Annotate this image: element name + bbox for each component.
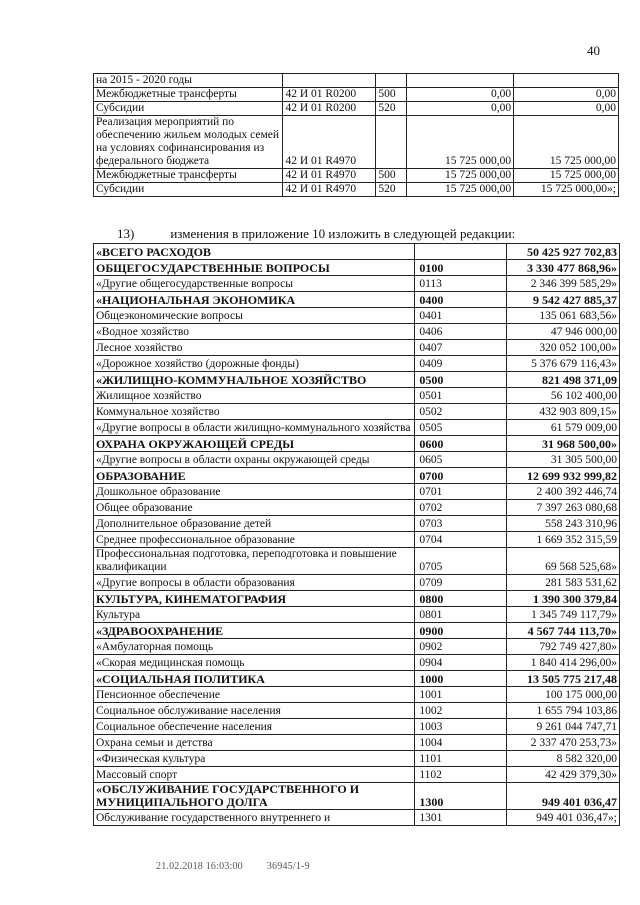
row-name: «Другие вопросы в области образования xyxy=(94,575,415,591)
row-name: «Дорожное хозяйство (дорожные фонды) xyxy=(94,356,415,372)
row-code: 0502 xyxy=(415,404,507,420)
section-row xyxy=(94,783,620,810)
section-row xyxy=(94,623,620,639)
row-name: «ВСЕГО РАСХОДОВ xyxy=(94,244,415,260)
table-row xyxy=(94,404,620,420)
expenses-table xyxy=(93,243,620,826)
section-row xyxy=(94,372,620,388)
section-row xyxy=(94,436,620,452)
row-name: «Водное хозяйство xyxy=(94,324,415,340)
row-code: 0500 xyxy=(415,372,507,388)
row-code: 1300 xyxy=(415,783,507,810)
table-row xyxy=(94,810,620,826)
row-amount: 4 567 744 113,70» xyxy=(507,623,620,639)
row-code: 0605 xyxy=(415,452,507,468)
row-vr: 500 xyxy=(376,169,407,183)
row-name: «Другие вопросы в области жилищно-коммунального хозяйства xyxy=(94,420,415,436)
row-amount: 1 390 300 379,84 xyxy=(507,591,620,607)
table-row xyxy=(94,516,620,532)
table-row xyxy=(94,655,620,671)
row-amount: 61 579 009,00 xyxy=(507,420,620,436)
row-code: 1001 xyxy=(415,687,507,703)
row-amount: 1 345 749 117,79» xyxy=(507,607,620,623)
row-amount: 31 305 500,00 xyxy=(507,452,620,468)
amendment-heading xyxy=(117,226,515,242)
amendment-text: изменения в приложение 10 изложить в следующей редакции: xyxy=(170,226,516,241)
row-name: Коммунальное хозяйство xyxy=(94,404,415,420)
row-name: Субсидии xyxy=(94,102,283,116)
row-code: 1102 xyxy=(415,767,507,783)
row-code: 0703 xyxy=(415,516,507,532)
table-row xyxy=(94,276,620,292)
row-code: 1301 xyxy=(415,810,507,826)
section-row xyxy=(94,591,620,607)
row-name: Лесное хозяйство xyxy=(94,340,415,356)
row-amount: 320 052 100,00» xyxy=(507,340,620,356)
row-code: 1003 xyxy=(415,719,507,735)
section-row xyxy=(94,244,620,260)
row-name: Социальное обеспечение населения xyxy=(94,719,415,735)
row-name: Субсидии xyxy=(94,183,283,197)
row-amount: 2 346 399 585,29» xyxy=(507,276,620,292)
row-amount: 1 840 414 296,00» xyxy=(507,655,620,671)
row-csr: 42 И 01 R0200 xyxy=(283,102,376,116)
table-row xyxy=(94,703,620,719)
amendment-number: 13) xyxy=(117,226,135,241)
row-sum-1: 15 725 000,00 xyxy=(407,169,514,183)
row-sum-2 xyxy=(514,74,619,88)
table-row xyxy=(94,452,620,468)
table-row xyxy=(94,116,619,169)
row-name: «СОЦИАЛЬНАЯ ПОЛИТИКА xyxy=(94,671,415,687)
row-code: 0100 xyxy=(415,260,507,276)
section-row xyxy=(94,292,620,308)
row-code: 1101 xyxy=(415,751,507,767)
row-name: «НАЦИОНАЛЬНАЯ ЭКОНОМИКА xyxy=(94,292,415,308)
row-name: Социальное обслуживание населения xyxy=(94,703,415,719)
row-vr xyxy=(376,116,407,169)
table-row xyxy=(94,74,619,88)
row-amount: 949 401 036,47 xyxy=(507,783,620,810)
row-name: Общее образование xyxy=(94,500,415,516)
row-amount: 9 261 044 747,71 xyxy=(507,719,620,735)
row-name: «Амбулаторная помощь xyxy=(94,639,415,655)
table-row xyxy=(94,575,620,591)
row-code: 0704 xyxy=(415,532,507,548)
row-amount: 2 337 470 253,73» xyxy=(507,735,620,751)
row-code: 0709 xyxy=(415,575,507,591)
row-amount: 8 582 320,00 xyxy=(507,751,620,767)
table-row xyxy=(94,183,619,197)
row-amount: 13 505 775 217,48 xyxy=(507,671,620,687)
row-name: ОБЩЕГОСУДАРСТВЕННЫЕ ВОПРОСЫ xyxy=(94,260,415,276)
row-amount: 50 425 927 702,83 xyxy=(507,244,620,260)
row-code: 0501 xyxy=(415,388,507,404)
row-amount: 47 946 000,00 xyxy=(507,324,620,340)
row-vr: 500 xyxy=(376,88,407,102)
footer-timestamp: 21.02.2018 16:03:00 xyxy=(156,861,243,872)
row-name: Межбюджетные трансферты xyxy=(94,88,283,102)
row-code: 0600 xyxy=(415,436,507,452)
table-row xyxy=(94,420,620,436)
row-sum-2: 0,00 xyxy=(514,88,619,102)
footer xyxy=(156,861,310,872)
table-row xyxy=(94,532,620,548)
section-row xyxy=(94,468,620,484)
row-name: Массовый спорт xyxy=(94,767,415,783)
row-name: Пенсионное обеспечение xyxy=(94,687,415,703)
row-name: Обслуживание государственного внутреннего и xyxy=(94,810,415,826)
row-amount: 5 376 679 116,43» xyxy=(507,356,620,372)
row-amount: 69 568 525,68» xyxy=(507,548,620,575)
row-csr: 42 И 01 R4970 xyxy=(283,169,376,183)
row-amount: 1 669 352 315,59 xyxy=(507,532,620,548)
row-vr: 520 xyxy=(376,102,407,116)
row-sum-1: 15 725 000,00 xyxy=(407,183,514,197)
table-row xyxy=(94,719,620,735)
row-amount: 12 699 932 999,82 xyxy=(507,468,620,484)
row-code: 0702 xyxy=(415,500,507,516)
table-row xyxy=(94,356,620,372)
row-amount: 42 429 379,30» xyxy=(507,767,620,783)
row-code: 0800 xyxy=(415,591,507,607)
row-name: Жилищное хозяйство xyxy=(94,388,415,404)
row-csr: 42 И 01 R4970 xyxy=(283,183,376,197)
row-name: «ОБСЛУЖИВАНИЕ ГОСУДАРСТВЕННОГО И МУНИЦИПАЛЬНОГО ДОЛГА xyxy=(94,783,415,810)
table-row xyxy=(94,324,620,340)
row-code: 0902 xyxy=(415,639,507,655)
row-sum-1: 0,00 xyxy=(407,102,514,116)
table-row xyxy=(94,388,620,404)
row-name: Дошкольное образование xyxy=(94,484,415,500)
row-vr: 520 xyxy=(376,183,407,197)
row-amount: 792 749 427,80» xyxy=(507,639,620,655)
table-row xyxy=(94,340,620,356)
row-name: «Другие вопросы в области охраны окружающей среды xyxy=(94,452,415,468)
row-sum-1: 15 725 000,00 xyxy=(407,116,514,169)
table-row xyxy=(94,607,620,623)
table-row xyxy=(94,687,620,703)
table-row xyxy=(94,751,620,767)
row-name: «Скорая медицинская помощь xyxy=(94,655,415,671)
row-code: 0904 xyxy=(415,655,507,671)
row-name: «Другие общегосударственные вопросы xyxy=(94,276,415,292)
row-name: Дополнительное образование детей xyxy=(94,516,415,532)
top-table xyxy=(93,73,619,197)
section-row xyxy=(94,260,620,276)
row-amount: 7 397 263 080,68 xyxy=(507,500,620,516)
row-code: 0401 xyxy=(415,308,507,324)
row-code xyxy=(415,244,507,260)
row-sum-2: 15 725 000,00»; xyxy=(514,183,619,197)
row-amount: 135 061 683,56» xyxy=(507,308,620,324)
table-row xyxy=(94,88,619,102)
table-row xyxy=(94,308,620,324)
row-amount: 100 175 000,00 xyxy=(507,687,620,703)
row-vr xyxy=(376,74,407,88)
row-code: 0705 xyxy=(415,548,507,575)
row-name: «Физическая культура xyxy=(94,751,415,767)
table-row xyxy=(94,169,619,183)
row-csr xyxy=(283,74,376,88)
table-row xyxy=(94,735,620,751)
table-row xyxy=(94,548,620,575)
row-amount: 558 243 310,96 xyxy=(507,516,620,532)
row-name: Культура xyxy=(94,607,415,623)
table-row xyxy=(94,484,620,500)
row-code: 0801 xyxy=(415,607,507,623)
table-row xyxy=(94,767,620,783)
page-number: 40 xyxy=(587,43,600,58)
table-row xyxy=(94,102,619,116)
section-row xyxy=(94,671,620,687)
row-name: «ЗДРАВООХРАНЕНИЕ xyxy=(94,623,415,639)
row-name: Межбюджетные трансферты xyxy=(94,169,283,183)
row-name: на 2015 - 2020 годы xyxy=(94,74,283,88)
row-name: КУЛЬТУРА, КИНЕМАТОГРАФИЯ xyxy=(94,591,415,607)
row-amount: 1 655 794 103,86 xyxy=(507,703,620,719)
row-sum-1: 0,00 xyxy=(407,88,514,102)
row-csr: 42 И 01 R0200 xyxy=(283,88,376,102)
table-row xyxy=(94,500,620,516)
row-code: 1004 xyxy=(415,735,507,751)
row-code: 0701 xyxy=(415,484,507,500)
row-code: 0505 xyxy=(415,420,507,436)
row-name: Профессиональная подготовка, переподготовка и повышение квалификации xyxy=(94,548,415,575)
row-name: Реализация мероприятий по обеспечению жильем молодых семей на условиях софинансирования из федерального бюджета xyxy=(94,116,283,169)
row-name: Охрана семьи и детства xyxy=(94,735,415,751)
row-amount: 281 583 531,62 xyxy=(507,575,620,591)
row-sum-2: 15 725 000,00 xyxy=(514,169,619,183)
row-sum-2: 0,00 xyxy=(514,102,619,116)
row-sum-1 xyxy=(407,74,514,88)
row-csr: 42 И 01 R4970 xyxy=(283,116,376,169)
row-name: ОБРАЗОВАНИЕ xyxy=(94,468,415,484)
row-sum-2: 15 725 000,00 xyxy=(514,116,619,169)
footer-doc-id: 36945/1-9 xyxy=(266,861,310,872)
row-name: Общеэкономические вопросы xyxy=(94,308,415,324)
row-amount: 3 330 477 868,96» xyxy=(507,260,620,276)
row-code: 0700 xyxy=(415,468,507,484)
row-code: 1002 xyxy=(415,703,507,719)
row-amount: 9 542 427 885,37 xyxy=(507,292,620,308)
row-code: 0113 xyxy=(415,276,507,292)
row-code: 0406 xyxy=(415,324,507,340)
row-name: Среднее профессиональное образование xyxy=(94,532,415,548)
row-name: «ЖИЛИЩНО-КОММУНАЛЬНОЕ ХОЗЯЙСТВО xyxy=(94,372,415,388)
row-code: 0900 xyxy=(415,623,507,639)
row-amount: 821 498 371,09 xyxy=(507,372,620,388)
row-amount: 949 401 036,47»; xyxy=(507,810,620,826)
table-row xyxy=(94,639,620,655)
row-amount: 31 968 500,00» xyxy=(507,436,620,452)
row-amount: 432 903 809,15» xyxy=(507,404,620,420)
row-amount: 2 400 392 446,74 xyxy=(507,484,620,500)
row-code: 0400 xyxy=(415,292,507,308)
row-code: 1000 xyxy=(415,671,507,687)
row-code: 0409 xyxy=(415,356,507,372)
row-amount: 56 102 400,00 xyxy=(507,388,620,404)
row-code: 0407 xyxy=(415,340,507,356)
row-name: ОХРАНА ОКРУЖАЮЩЕЙ СРЕДЫ xyxy=(94,436,415,452)
